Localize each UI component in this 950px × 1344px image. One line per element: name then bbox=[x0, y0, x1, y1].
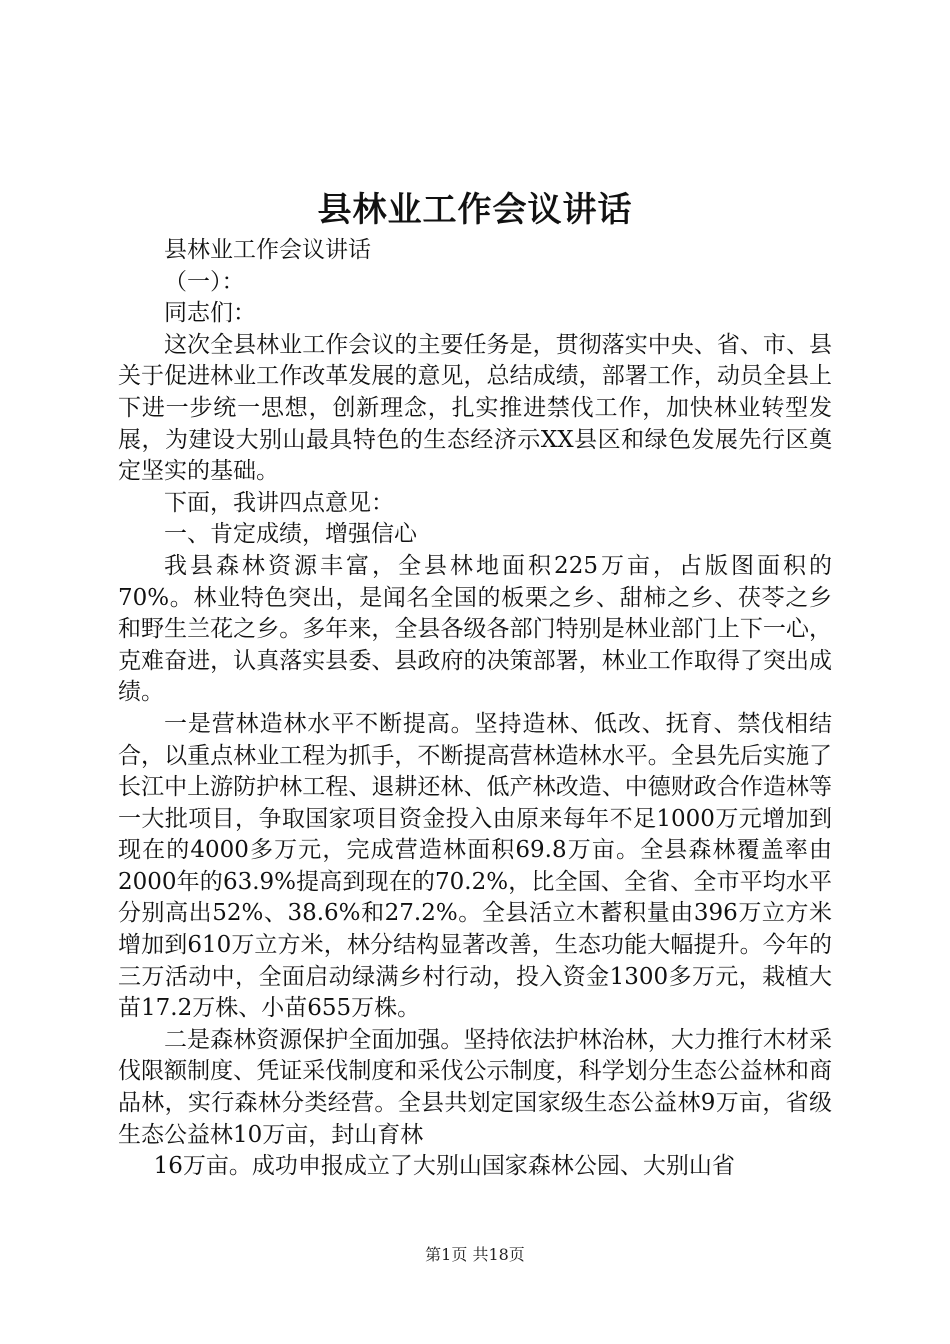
paragraph-intro: 这次全县林业工作会议的主要任务是，贯彻落实中央、省、市、县关于促进林业工作改革发展的意见，总结成绩，部署工作，动员全县上下进一步统一思想，创新理念，扎实推进禁伐工作，加快林业转型发展，为建设大别山最具特色的生态经济示XX县区和绿色发展先行区奠定坚实的基础。 bbox=[118, 331, 832, 485]
document-body bbox=[118, 235, 832, 1183]
paragraph-resources: 我县森林资源丰富，全县林地面积225万亩，占版图面积的70%。林业特色突出，是闻名全国的板栗之乡、甜柿之乡、茯苓之乡和野生兰花之乡。多年来，全县各级各部门特别是林业部门上下一心，克难奋进，认真落实县委、县政府的决策部署，林业工作取得了突出成绩。 bbox=[118, 552, 832, 706]
paragraph-subtitle: 县林业工作会议讲话 bbox=[164, 237, 371, 263]
section-heading-1: 一、肯定成绩，增强信心 bbox=[164, 521, 417, 548]
document-title: 县林业工作会议讲话 bbox=[317, 190, 633, 230]
paragraph-outline: 下面，我讲四点意见： bbox=[164, 489, 394, 516]
paragraph-protection: 二是森林资源保护全面加强。坚持依法护林治林，大力推行木材采伐限额制度、凭证采伐制度和采伐公示制度，科学划分生态公益林和商品林，实行森林分类经营。全县共划定国家级生态公益林9万亩，省级生态公益林10万亩，封山育林 bbox=[118, 1026, 832, 1148]
paragraph-salutation: 同志们： bbox=[164, 300, 256, 327]
page-footer: 第1页 共18页 bbox=[425, 1245, 525, 1264]
paragraph-continuation: 16万亩。成功申报成立了大别山国家森林公园、大别山省 bbox=[153, 1153, 735, 1180]
paragraph-section-number: （一）： bbox=[164, 268, 245, 295]
paragraph-afforestation: 一是营林造林水平不断提高。坚持造林、低改、抚育、禁伐相结合，以重点林业工程为抓手，不断提高营林造林水平。全县先后实施了长江中上游防护林工程、退耕还林、低产林改造、中德财政合作造林等一大批项目，争取国家项目资金投入由原来每年不足1000万元增加到现在的4000多万元，完成营造林面积69.8万亩。全县森林覆盖率由2000年的63.9%提高到现在的70.2%，比全国、全省、全市平均水平分别高出52%、38.6%和27.2%。全县活立木蓄积量由396万立方米增加到610万立方米，林分结构显著改善，生态功能大幅提升。今年的三万活动中，全面启动绿满乡村行动，投入资金1300多万元，栽植大苗17.2万株、小苗655万株。 bbox=[118, 710, 832, 1022]
